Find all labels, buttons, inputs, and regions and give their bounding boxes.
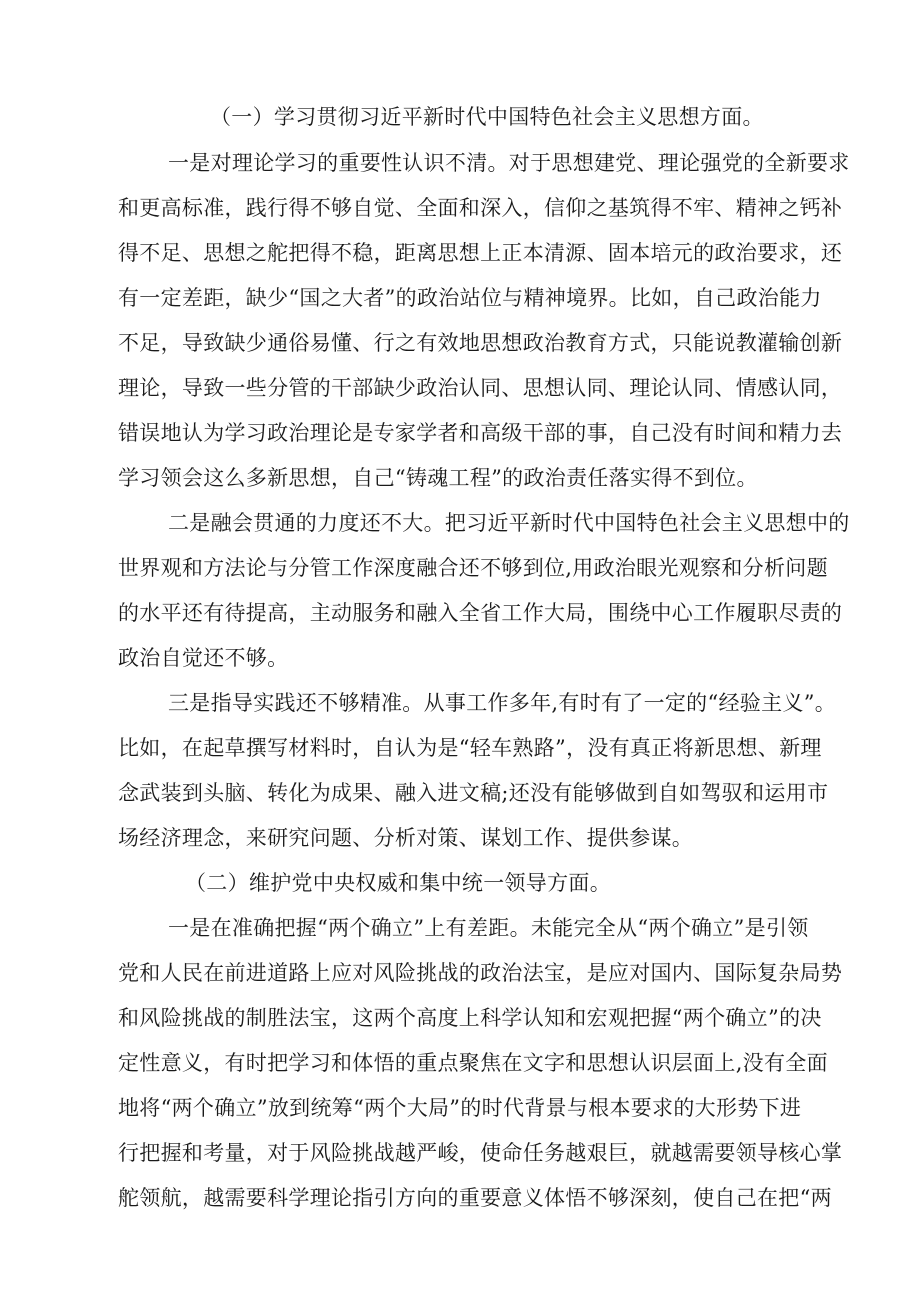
paragraph-line: 错误地认为学习政治理论是专家学者和高级干部的事，自己没有时间和精力去 xyxy=(118,421,843,445)
paragraph-line: 党和人民在前进道路上应对风险挑战的政治法宝，是应对国内、国际复杂局势 xyxy=(118,961,843,985)
paragraph-line: 不足，导致缺少通俗易懂、行之有效地思想政治教育方式，只能说教灌输创新 xyxy=(118,331,843,355)
paragraph-line: 政治自觉还不够。 xyxy=(118,646,289,670)
paragraph-line: 和更高标准，践行得不够自觉、全面和深入，信仰之基筑得不牢、精神之钙补 xyxy=(118,196,843,220)
paragraph-line: 理论，导致一些分管的干部缺少政治认同、思想认同、理论认同、情感认同， xyxy=(118,376,843,400)
paragraph-line: 和风险挑战的制胜法宝，这两个高度上科学认知和宏观把握“两个确立”的决 xyxy=(118,1006,822,1030)
paragraph-line: 地将“两个确立”放到统筹“两个大局”的时代背景与根本要求的大形势下进 xyxy=(118,1096,802,1120)
paragraph-line: 世界观和方法论与分管工作深度融合还不够到位,用政治眼光观察和分析问题 xyxy=(118,556,828,580)
paragraph-line: 的水平还有待提高，主动服务和融入全省工作大局，围绕中心工作履职尽责的 xyxy=(118,601,843,625)
paragraph-line: 三是指导实践还不够精准。从事工作多年,有时有了一定的“经验主义”。 xyxy=(168,691,837,715)
paragraph-line: 得不足、思想之舵把得不稳，距离思想上正本清源、固本培元的政治要求，还 xyxy=(118,241,843,265)
paragraph-line: 场经济理念，来研究问题、分析对策、谋划工作、提供参谋。 xyxy=(118,826,694,850)
paragraph-line: 行把握和考量，对于风险挑战越严峻，使命任务越艰巨，就越需要领导核心掌 xyxy=(118,1141,843,1165)
paragraph-line: 有一定差距，缺少“国之大者”的政治站位与精神境界。比如，自己政治能力 xyxy=(118,286,822,310)
paragraph-line: 念武装到头脑、转化为成果、融入进文稿;还没有能够做到自如驾驭和运用市 xyxy=(118,781,829,805)
paragraph-line: 二是融会贯通的力度还不大。把习近平新时代中国特色社会主义思想中的 xyxy=(168,511,850,535)
paragraph-line: 定性意义，有时把学习和体悟的重点聚焦在文字和思想认识层面上,没有全面 xyxy=(118,1051,828,1075)
paragraph-line: 一是对理论学习的重要性认识不清。对于思想建党、理论强党的全新要求 xyxy=(168,151,850,175)
paragraph-line: 舵领航，越需要科学理论指引方向的重要意义体悟不够深刻，使自己在把“两 xyxy=(118,1186,832,1210)
section-heading-2: （二）维护党中央权威和集中统一领导方面。 xyxy=(185,871,611,895)
paragraph-line: 学习领会这么多新思想，自己“铸魂工程”的政治责任落实得不到位。 xyxy=(118,466,758,490)
section-heading-1: （一）学习贯彻习近平新时代中国特色社会主义思想方面。 xyxy=(210,105,764,129)
paragraph-line: 一是在准确把握“两个确立”上有差距。未能完全从“两个确立”是引领 xyxy=(168,916,809,940)
paragraph-line: 比如，在起草撰写材料时，自认为是“轻车熟路”，没有真正将新思想、新理 xyxy=(118,736,822,760)
